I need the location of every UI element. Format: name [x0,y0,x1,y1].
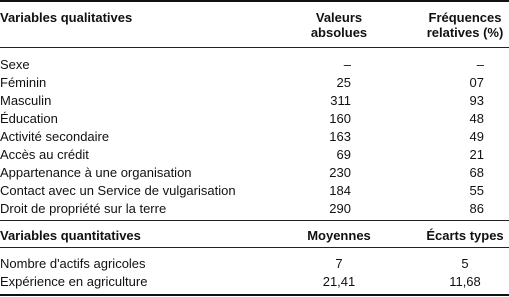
row-value-relative: 93 [469,93,484,108]
row-value-absolute: 160 [329,111,351,126]
row-value-relative: 55 [469,183,484,198]
row-label: Féminin [0,75,47,90]
row-value-absolute: 184 [329,183,351,198]
row-value-absolute: 69 [336,147,351,162]
header-rule [0,47,509,48]
quantitative-header-col2: Écarts types [426,228,504,243]
row-value-absolute: 290 [329,201,351,216]
row-value-relative: 21 [469,147,484,162]
quantitative-header-label: Variables quantitatives [0,228,141,243]
row-value-mean: 21,41 [322,274,356,289]
row-value-relative: 68 [469,165,484,180]
row-value-relative: 49 [469,129,484,144]
table-top-rule [0,0,509,2]
row-value-std: 5 [461,256,469,271]
qualitative-header-col1-line1: Valeurs [315,10,363,25]
row-value-relative: – [476,57,484,72]
qualitative-header-label: Variables qualitatives [0,10,133,25]
qualitative-header-col2-line1: Fréquences [428,10,502,25]
row-value-absolute: 163 [329,129,351,144]
row-value-relative: 48 [469,111,484,126]
quantitative-header-rule [0,247,509,248]
row-value-absolute: 25 [336,75,351,90]
row-label: Sexe [0,57,30,72]
table-bottom-rule [0,294,509,296]
row-label: Appartenance à une organisation [0,165,192,180]
row-label: Contact avec un Service de vulgarisation [0,183,236,198]
row-value-relative: 07 [469,75,484,90]
quantitative-header-col1: Moyennes [307,228,371,243]
qualitative-header-col2-line2: relatives (%) [426,25,504,40]
row-label: Droit de propriété sur la terre [0,201,167,216]
row-value-absolute: 230 [329,165,351,180]
qualitative-header-col1-line2: absolues [310,25,368,40]
row-value-relative: 86 [469,201,484,216]
section-rule [0,220,509,221]
row-value-absolute: 311 [330,93,351,108]
row-label: Activité secondaire [0,129,110,144]
row-value-std: 11,68 [449,274,481,289]
row-label: Éducation [0,111,58,126]
row-label: Expérience en agriculture [0,274,148,289]
row-label: Accès au crédit [0,147,89,162]
row-value-mean: 7 [335,256,343,271]
row-label: Masculin [0,93,52,108]
row-label: Nombre d'actifs agricoles [0,256,146,271]
row-value-absolute: – [343,57,351,72]
